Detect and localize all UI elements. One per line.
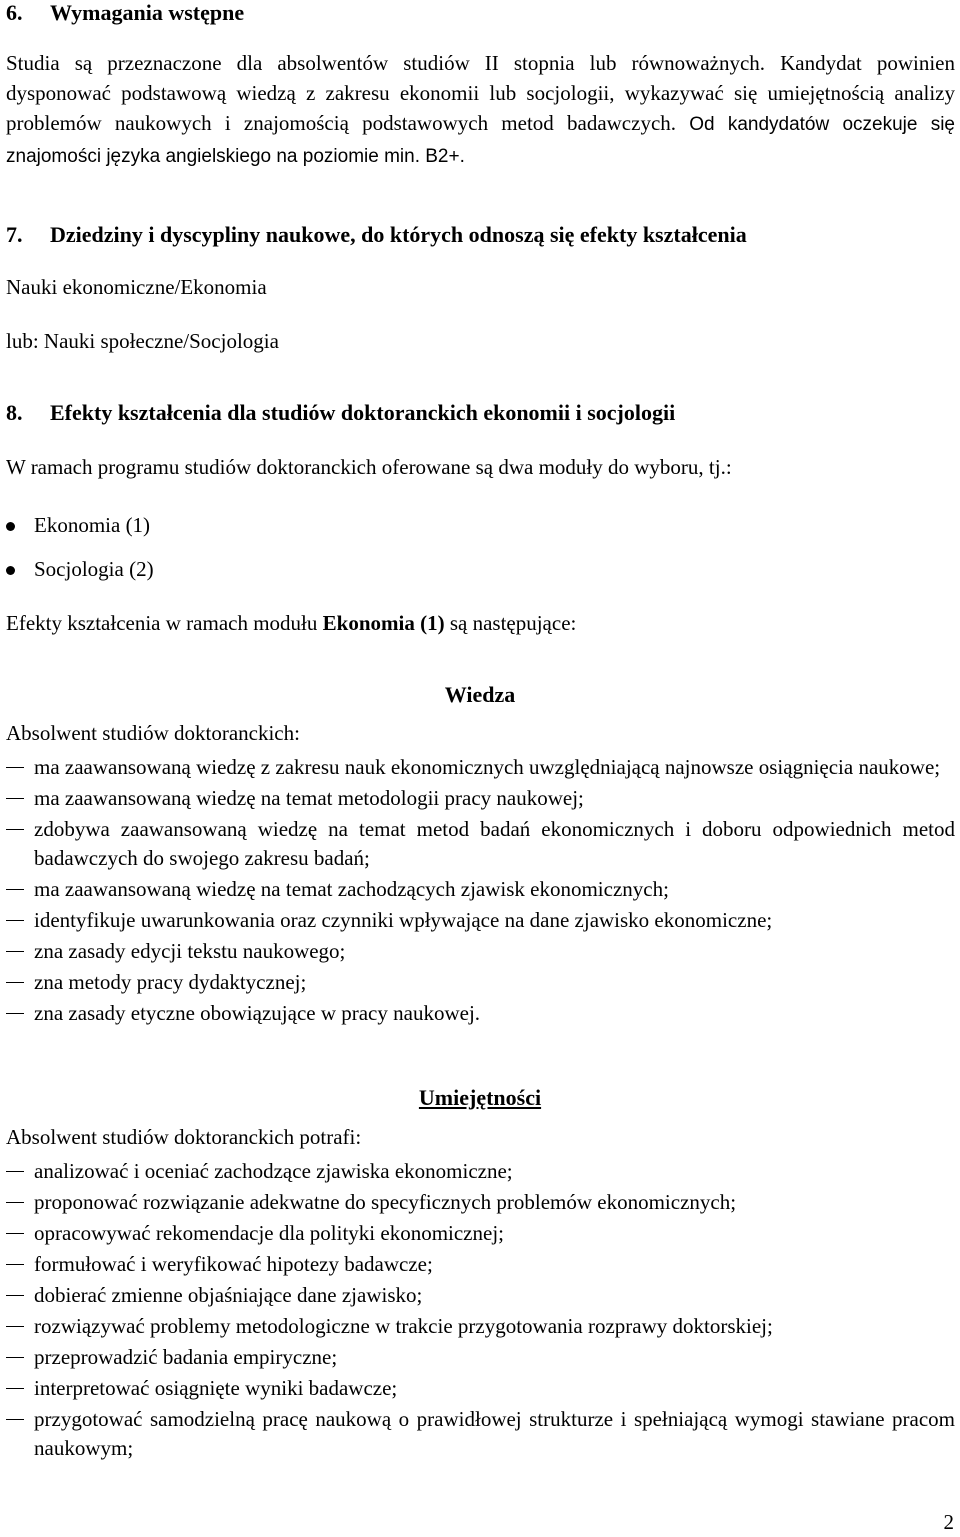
list-item [6, 1374, 955, 1403]
list-item [6, 1343, 955, 1372]
section-6-heading [6, 0, 244, 26]
dash-icon [6, 1388, 24, 1389]
dash-icon [6, 1202, 24, 1203]
dash-icon [6, 1013, 24, 1014]
dash-icon [6, 1295, 24, 1296]
skills-lead: Absolwent studiów doktoranckich potrafi: [6, 1125, 362, 1149]
section-8-number: 8. [6, 400, 23, 425]
list-item-text: dobierać zmienne objaśniające dane zjawisko; [34, 1283, 423, 1307]
list-item-text: analizować i oceniać zachodzące zjawiska ekonomiczne; [34, 1159, 513, 1183]
list-item-text: formułować i weryfikować hipotezy badawcze; [34, 1252, 433, 1276]
knowledge-list [6, 753, 955, 1030]
list-item [6, 906, 955, 935]
list-item-text: proponować rozwiązanie adekwatne do specyficznych problemów ekonomicznych; [34, 1190, 737, 1214]
list-item-text: interpretować osiągnięte wyniki badawcze; [34, 1376, 398, 1400]
list-item [6, 1250, 955, 1279]
dash-icon [6, 1357, 24, 1358]
section-8-intro: W ramach programu studiów doktoranckich oferowane są dwa moduły do wyboru, tj.: [6, 455, 732, 479]
list-item-text: zna zasady edycji tekstu naukowego; [34, 939, 346, 963]
list-item [6, 999, 955, 1028]
section-8-title: Efekty kształcenia dla studiów doktoranckich ekonomii i socjologii [50, 400, 676, 425]
section-6-language-requirement: Od kandydatów oczekuje się znajomości języka angielskiego na poziomie min. B2+. [6, 114, 955, 167]
list-item-text: przygotować samodzielną pracę naukową o prawidłowej strukturze i spełniającą wymogi stawiane pracom naukowym; [34, 1407, 955, 1460]
effects-intro-post: są następujące: [444, 611, 577, 635]
section-6-number: 6. [6, 0, 23, 25]
list-item [6, 1312, 955, 1341]
dash-icon [6, 1326, 24, 1327]
dash-icon [6, 951, 24, 952]
dash-icon [6, 798, 24, 799]
dash-icon [6, 1264, 24, 1265]
section-7-heading [6, 222, 747, 248]
bullet-icon [6, 566, 15, 575]
dash-icon [6, 920, 24, 921]
list-item [6, 1281, 955, 1310]
section-6-paragraph [6, 48, 955, 172]
discipline-line-1: Nauki ekonomiczne/Ekonomia [6, 275, 267, 299]
skills-heading: Umiejętności [418, 1085, 542, 1110]
bullet-icon [6, 522, 15, 531]
list-item [6, 815, 955, 873]
dash-icon [6, 767, 24, 768]
effects-intro-module: Ekonomia (1) [322, 611, 445, 635]
list-item [6, 937, 955, 966]
section-7-title: Dziedziny i dyscypliny naukowe, do których odnoszą się efekty kształcenia [50, 222, 747, 247]
module-label: Ekonomia (1) [34, 513, 151, 537]
dash-icon [6, 1419, 24, 1420]
list-item-text: ma zaawansowaną wiedzę na temat zachodzących zjawisk ekonomicznych; [34, 877, 669, 901]
list-item [6, 968, 955, 997]
list-item-text: zna metody pracy dydaktycznej; [34, 970, 307, 994]
section-8-heading [6, 400, 675, 426]
list-item-text: identyfikuje uwarunkowania oraz czynniki wpływające na dane zjawisko ekonomiczne; [34, 908, 773, 932]
list-item-text: zna zasady etyczne obowiązujące w pracy naukowej. [34, 1001, 481, 1025]
page-number: 2 [943, 1510, 954, 1534]
list-item [6, 1405, 955, 1463]
dash-icon [6, 982, 24, 983]
dash-icon [6, 829, 24, 830]
list-item [6, 753, 955, 782]
section-6-text: Studia są przeznaczone dla absolwentów studiów II stopnia lub równoważnych. Kandydat powinien dysponować podstawową wiedzą z zakresu ekonomii lub socjologii, wykazywać się umiejętnością analizy problemów naukowych i znajomością podstawowych metod badawczych. [6, 51, 955, 135]
list-item-text: zdobywa zaawansowaną wiedzę na temat metod badań ekonomicznych i doboru odpowiednich metod badawczych do swojego zakresu badań; [34, 817, 955, 870]
dash-icon [6, 1233, 24, 1234]
knowledge-heading: Wiedza [444, 682, 516, 707]
dash-icon [6, 1171, 24, 1172]
module-label: Socjologia (2) [34, 557, 154, 581]
discipline-line-2: lub: Nauki społeczne/Socjologia [6, 329, 279, 353]
section-7-number: 7. [6, 222, 23, 247]
knowledge-lead: Absolwent studiów doktoranckich: [6, 721, 300, 745]
section-6-title: Wymagania wstępne [50, 0, 245, 25]
list-item [6, 875, 955, 904]
dash-icon [6, 889, 24, 890]
list-item-text: rozwiązywać problemy metodologiczne w trakcie przygotowania rozprawy doktorskiej; [34, 1314, 773, 1338]
effects-intro [6, 611, 576, 636]
list-item-text: ma zaawansowaną wiedzę z zakresu nauk ekonomicznych uwzględniającą najnowsze osiągnięcia naukowe; [34, 755, 941, 779]
list-item-text: opracowywać rekomendacje dla polityki ekonomicznej; [34, 1221, 504, 1245]
list-item [6, 1157, 955, 1186]
effects-intro-pre: Efekty kształcenia w ramach modułu [6, 611, 323, 635]
list-item [6, 1188, 955, 1217]
list-item-text: przeprowadzić badania empiryczne; [34, 1345, 338, 1369]
list-item-text: ma zaawansowaną wiedzę na temat metodologii pracy naukowej; [34, 786, 584, 810]
list-item [6, 1219, 955, 1248]
skills-list [6, 1157, 955, 1465]
list-item [6, 784, 955, 813]
